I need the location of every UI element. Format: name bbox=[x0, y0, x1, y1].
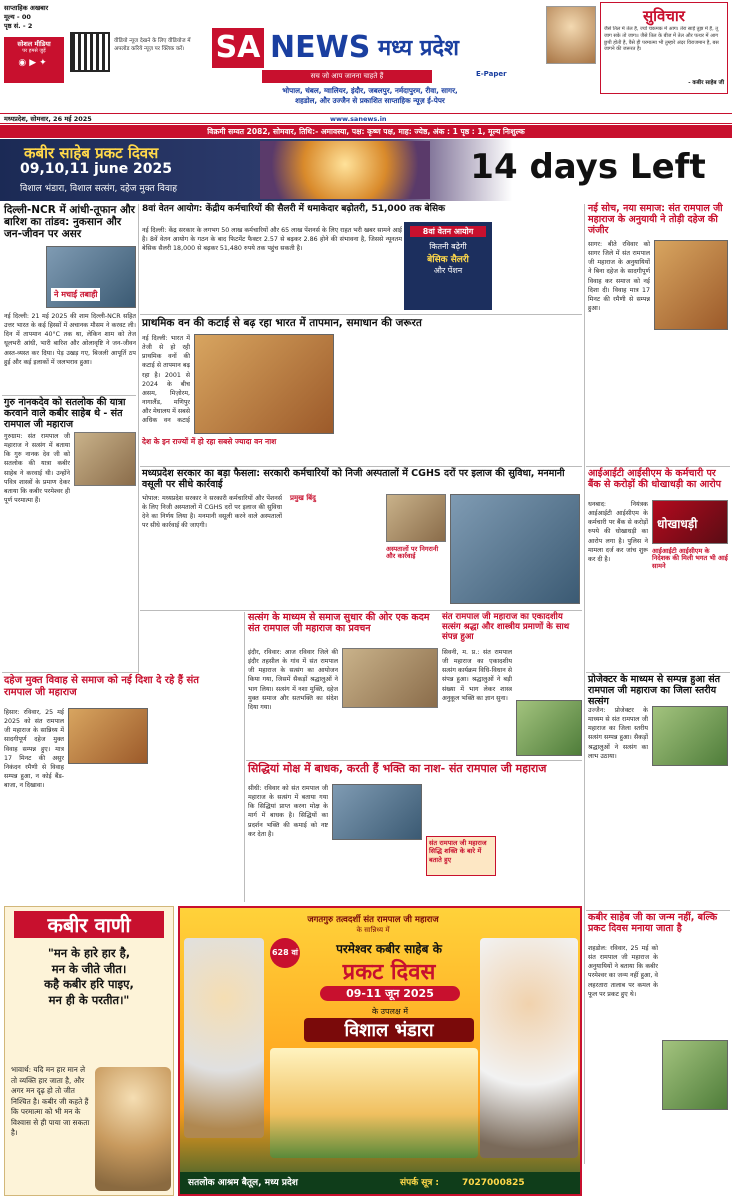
ad-footer bbox=[180, 1172, 580, 1194]
kabir-illustration bbox=[95, 1067, 171, 1191]
kabir-birth-photo bbox=[662, 1040, 728, 1110]
event-dates: 09,10,11 june 2025 bbox=[20, 161, 173, 177]
guru-photo bbox=[74, 432, 136, 486]
ekadashi-photo bbox=[516, 700, 582, 756]
cghs-photo bbox=[386, 494, 446, 542]
website-link[interactable]: www.sanews.in bbox=[330, 115, 387, 123]
wedding-body: सागर: बीते रविवार को सागर जिले में संत रामपाल जी महाराज के अनुयायियों ने बिना दहेज के सादगीपूर्ण विवाह कर समाज को नई दिशा दी। विवाह मात्र 17 मिनट की रमैणी से सम्पन्न हुआ। bbox=[588, 241, 650, 312]
ad-saint-right bbox=[480, 938, 578, 1158]
satsang-photo bbox=[342, 648, 438, 708]
event-subtitle: विशाल भंडारा, विशाल सत्संग, दहेज मुक्त विवाह bbox=[20, 184, 177, 194]
tagline: सच जो आप जानना चाहते हैं bbox=[262, 70, 432, 83]
couplet-line: मन के जीते जीत। bbox=[51, 961, 127, 976]
ad-badge: 628 वां bbox=[270, 938, 300, 968]
calendar-line: विक्रमी सम्वत 2082, सोमवार, तिथि:- अमावस्या, पक्ष: कृष्ण पक्ष, माह: ज्येष्ठ, अंक : 1 पृष्ठ : 1, मूल्य निःशुल्क bbox=[0, 125, 732, 138]
forest-photo bbox=[194, 334, 334, 434]
event-banner bbox=[0, 139, 732, 201]
kabir-vani-meaning: भावार्थ: यदि मन हार मान ले तो व्यक्ति हार जाता है, और अगर मन दृढ़ हो तो जीत निश्चित है। कबीर जी कहते हैं कि परमात्मा को भी मन के विश्वास से ही पाया जा सकता है। bbox=[11, 1065, 90, 1138]
facebook-icon[interactable]: ◉ bbox=[18, 58, 30, 68]
wedding-photo bbox=[654, 240, 728, 330]
ad-venue: सतलोक आश्रम बैतूल, मध्य प्रदेश bbox=[188, 1178, 298, 1188]
kabir-birth-body: शहडोल: रविवार, 25 मई को संत रामपाल जी महाराज के अनुयायियों ने बताया कि कबीर परमेश्वर का जन्म नहीं हुआ, वे लहरतारा तालाब पर कमल के फूल पर प्रकट हुए थे। bbox=[588, 945, 658, 998]
kabir-vani-box bbox=[4, 906, 174, 1196]
projector-body: उज्जैन: प्रोजेक्टर के माध्यम से संत रामपाल जी महाराज का जिला स्तरीय सत्संग सम्पन्न हुआ। सैकड़ों श्रद्धालुओं ने सत्संग का लाभ उठाया। bbox=[588, 707, 648, 760]
dowry-headline: दहेज मुक्त विवाह से समाज को नई दिशा दे रहे हैं संत रामपाल जी महाराज bbox=[4, 675, 199, 698]
ad-title2: प्रकट दिवस bbox=[342, 960, 436, 985]
bank-headline: आईआईटी आईसीएम के कर्मचारी पर बैंक से करोड़ों की धोखाधड़ी का आरोप bbox=[588, 468, 722, 490]
suvichar-author: - कबीर साहेब जी bbox=[688, 80, 724, 86]
ekadashi-body: सिवनी, म. प्र.: संत रामपाल जी महाराज का एकादशीय सत्संग कार्यक्रम विधि-विधान से संपन्न हुआ। श्रद्धालुओं ने बड़ी संख्या में भाग लेकर शास्त्र अनुकूल भक्ति का ज्ञान सुना। bbox=[442, 649, 512, 702]
info-line: मूल्य - 00 bbox=[4, 12, 31, 21]
suvichar-box bbox=[600, 2, 728, 94]
dowry-body-2 bbox=[150, 708, 240, 904]
siddhi-body-2 bbox=[500, 784, 582, 904]
pay-box-line3: और पेंशन bbox=[433, 266, 463, 275]
siddhi-headline: सिद्धियां मोक्ष में बाधक, करती हैं भक्ति का नाश- संत रामपाल जी महाराज bbox=[248, 762, 547, 775]
social-sub: पर हमसे जुड़ें bbox=[22, 48, 46, 54]
epaper-label: E-Paper bbox=[476, 70, 507, 78]
kabir-vani-couplet bbox=[5, 946, 173, 1008]
projector-headline: प्रोजेक्टर के माध्यम से सम्पन्न हुआ संत रामपाल जी महाराज का जिला स्तरीय सत्संग bbox=[588, 674, 721, 707]
cghs-body-2 bbox=[290, 504, 380, 609]
cghs-sub1: प्रमुख बिंदु bbox=[290, 494, 316, 502]
logo-state: मध्य प्रदेश bbox=[378, 36, 460, 61]
bank-subheading: आईआईटी आईसीएम के निदेशक की मिली भगत भी आई सामने bbox=[652, 547, 728, 570]
dateline-bar bbox=[0, 113, 732, 124]
dowry-body: हिसार: रविवार, 25 मई 2025 को संत रामपाल जी महाराज के सान्निध्य में सादगीपूर्ण दहेज मुक्त विवाह सम्पन्न हुए। मात्र 17 मिनट की असुर निकंदन रमैणी से विवाह सम्पन्न हुआ, न कोई बैंड-बाजा, न दिखावा। bbox=[4, 709, 64, 789]
social-media-box[interactable] bbox=[4, 37, 64, 83]
pay-info-box bbox=[404, 222, 492, 310]
social-label: सोशल मीडिया bbox=[17, 40, 51, 48]
date-left: मध्यप्रदेश, सोमवार, 26 मई 2025 bbox=[4, 115, 92, 123]
ad-top: जगतगुरु तत्वदर्शी संत रामपाल जी महाराज bbox=[307, 915, 439, 925]
pay-body: नई दिल्ली: केंद्र सरकार के लगभग 50 लाख कर्मचारियों और 65 लाख पेंशनर्स के लिए राहत भरी खबर सामने आई है। 8वें वेतन आयोग के गठन के बाद फिटमेंट फैक्टर 2.57 से बढ़कर 2.86 होने की संभावना है, जिससे न्यूनतम बेसिक सैलरी 18,000 से बढ़कर 51,480 रुपये तक पहुंच सकती है। bbox=[142, 227, 402, 253]
storm-headline: दिल्ली-NCR में आंधी-तूफान और बारिश का तांडव: नुकसान और जन-जीवन पर असर bbox=[4, 204, 135, 241]
ad-contact-number[interactable]: 7027000825 bbox=[462, 1178, 525, 1188]
pay-body-2 bbox=[494, 222, 582, 312]
couplet-line: मन ही के परतीत।" bbox=[48, 992, 130, 1007]
siddhi-box-text: संत रामपाल जी महाराज सिद्धि शक्ति के बारे में बताते हुए bbox=[429, 839, 487, 864]
ad-sub: के सान्निध्य में bbox=[356, 926, 390, 934]
youtube-icon[interactable]: ▶ bbox=[29, 58, 40, 68]
ad-saint-left bbox=[184, 938, 264, 1138]
qr-code-icon[interactable] bbox=[70, 32, 110, 72]
suvichar-text: जैसे तिल में तेल है, ज्यों चकमक में आग। तेरा साईं तुझ में है, तू जाग सके तो जाग॥ जैसे तिल के बीज में तेल और पत्थर में आग छुपी होती है, वैसे ही परमात्मा भी तुम्हारे अंदर विराजमान है, बस जागने की जरूरत है। bbox=[604, 26, 719, 53]
forest-body-3 bbox=[410, 334, 490, 464]
projector-photo bbox=[652, 706, 728, 766]
projector-body-2 bbox=[652, 770, 728, 866]
info-line: साप्ताहिक अखबार bbox=[4, 4, 49, 12]
logo bbox=[212, 28, 522, 68]
cities-line-1: भोपाल, चंबल, ग्वालियर, इंदौर, जबलपुर, नर्मदापुरम, रीवा, सागर, bbox=[282, 86, 458, 95]
twitter-icon[interactable]: ✦ bbox=[39, 58, 50, 68]
pay-headline: 8वां वेतन आयोग: केंद्रीय कर्मचारियों की सैलरी में धमाकेदार बढ़ोतरी, 51,000 तक बेसिक bbox=[142, 204, 445, 214]
countdown: 14 days Left bbox=[470, 147, 706, 187]
suvichar-photo bbox=[546, 6, 596, 64]
logo-news: NEWS bbox=[270, 30, 371, 65]
ekadashi-headline: संत रामपाल जी महाराज का एकादशीय सत्संग श्रद्धा और शास्त्रीय प्रमाणों के साथ संपन्न हुआ bbox=[442, 612, 570, 642]
masthead bbox=[0, 0, 732, 88]
wedding-body-2 bbox=[654, 334, 728, 464]
guru-body: गुरुग्राम: संत रामपाल जी महाराज ने सत्संग में बताया कि गुरु नानक देव जी को सतलोक की यात्रा कबीर साहेब ने करवाई थी। उन्होंने पवित्र शास्त्रों के प्रमाण देकर बताया कि कबीर परमेश्वर ही पूर्ण परमात्मा हैं। bbox=[4, 433, 70, 504]
ad-banner[interactable] bbox=[178, 906, 582, 1196]
event-title: कबीर साहेब प्रकट दिवस bbox=[24, 144, 159, 162]
cities-line-2: शहडोल, और उज्जैन से प्रकाशित साप्ताहिक न्यूज़ ई-पेपर bbox=[295, 95, 445, 105]
pay-box-line1: कितनी बढ़ेगी bbox=[429, 242, 467, 251]
siddhi-body: सीधी: रविवार को संत रामपाल जी महाराज के सत्संग में बताया गया कि सिद्धियां प्राप्त करना मोक्ष के मार्ग में बाधक है। सिद्धियों का प्रदर्शन भक्ति की कमाई को नष्ट कर देता है। bbox=[248, 785, 328, 838]
masthead-left-info bbox=[4, 4, 74, 30]
qr-caption: वीडियो न्यूज देखने के लिए वीडियोज में अपलोड करिये न्यूज़ पर क्लिक करें। bbox=[114, 38, 191, 52]
forest-body: नई दिल्ली: भारत में तेजी से हो रही प्राथमिक वनों की कटाई से तापमान बढ़ रहा है। 2001 से 2024 के बीच असम, मिज़ोरम, नागालैंड, मणिपुर और मेघालय में सबसे अधिक वन कटाई bbox=[142, 335, 190, 424]
cghs-sub2: अस्पतालों पर निगरानी और कार्रवाई bbox=[386, 545, 439, 561]
siddhi-highlight-box bbox=[426, 836, 496, 876]
event-image bbox=[260, 141, 430, 199]
cghs-body: भोपाल: मध्यप्रदेश सरकार ने सरकारी कर्मचारियों और पेंशनर्स के लिए निजी अस्पतालों में CGHS दरों पर इलाज की सुविधा देने का निर्णय लिया है। मनमानी वसूली करने वाले अस्पतालों पर सीधे कार्रवाई की जाएगी। bbox=[142, 495, 282, 530]
bank-body: धनबाद: नियंत्रक आईआईटी आईसीएम के कर्मचारी पर बैंक से करोड़ों रुपये की धोखाधड़ी का आरोप लगा है। पुलिस ने मामला दर्ज कर जांच शुरू कर दी है। bbox=[588, 501, 648, 563]
wedding-headline: नई सोच, नया समाज: संत रामपाल जी महाराज के अनुयायी ने तोड़ी दहेज की जंजीर bbox=[588, 203, 723, 236]
ad-contact-label: संपर्क सूत्र : bbox=[400, 1178, 440, 1188]
pay-box-line2: बेसिक सैलरी bbox=[427, 255, 469, 265]
pay-box-title: 8वां वेतन आयोग bbox=[410, 226, 486, 237]
cghs-photo-2 bbox=[450, 494, 580, 604]
bank-photo bbox=[652, 500, 728, 544]
ad-title1: परमेश्वर कबीर साहेब के bbox=[336, 942, 442, 956]
ad-occasion: के उपलक्ष में bbox=[371, 1007, 409, 1016]
satsang-body: इंदौर, रविवार: आज रविवार जिले की इंदौर तहसील के गांव में संत रामपाल जी महाराज के सत्संग का आयोजन किया गया, जिसमें सैकड़ों श्रद्धालुओं ने भाग लिया। सत्संग में नशा मुक्ति, दहेज मुक्त समाज और सतभक्ति का संदेश दिया गया। bbox=[248, 649, 338, 711]
bank-photo-text: धोखाधड़ी bbox=[657, 517, 698, 531]
siddhi-photo bbox=[332, 784, 422, 840]
forest-headline: प्राथमिक वन की कटाई से बढ़ रहा भारत में तापमान, समाधान की जरूरत bbox=[142, 317, 422, 329]
storm-photo bbox=[46, 246, 136, 308]
cghs-headline: मध्यप्रदेश सरकार का बड़ा फैसला: सरकारी कर्मचारियों को निजी अस्पतालों में CGHS दरों पर इलाज की सुविधा, मनमानी वसूली पर सीधे कार्रवाई bbox=[142, 468, 565, 490]
social-icons bbox=[4, 58, 64, 68]
forest-body-2 bbox=[336, 334, 406, 464]
guru-headline: गुरु नानकदेव को सतलोक की यात्रा करवाने वाले कबीर साहेब थे - संत रामपाल जी महाराज bbox=[4, 397, 126, 430]
couplet-line: "मन के हारे हार है, bbox=[47, 946, 131, 960]
satsang-headline: सत्संग के माध्यम से समाज सुधार की ओर एक कदम संत रामपाल जी महाराज का प्रवचन bbox=[248, 612, 430, 634]
cities-line bbox=[200, 86, 540, 105]
storm-photo-caption: ने मचाई तबाही bbox=[51, 288, 100, 301]
bank-body-2 bbox=[652, 570, 728, 670]
logo-sa: SA bbox=[212, 28, 264, 68]
ad-bhandara: विशाल भंडारा bbox=[304, 1018, 474, 1042]
kabir-vani-title: कबीर वाणी bbox=[14, 911, 164, 938]
info-line: पृष्ठ सं. - 2 bbox=[4, 21, 33, 30]
forest-subheading: देश के इन राज्यों में हो रहा सबसे ज्यादा वन नाश bbox=[142, 437, 277, 446]
couplet-line: कहै कबीर हरि पाइए, bbox=[44, 977, 134, 992]
ad-temple-image bbox=[270, 1048, 478, 1158]
dowry-photo bbox=[68, 708, 148, 764]
suvichar-title: सुविचार bbox=[643, 7, 685, 25]
kabir-birth-headline: कबीर साहेब जी का जन्म नहीं, बल्कि प्रकट दिवस मनाया जाता है bbox=[588, 912, 718, 934]
ad-dates: 09-11 जून 2025 bbox=[320, 986, 460, 1001]
storm-body: नई दिल्ली: 21 मई 2025 की शाम दिल्ली-NCR सहित उत्तर भारत के कई हिस्सों में अचानक मौसम ने करवट ली। दिन में तापमान 40°C तक था, लेकिन शाम को तेज धूलभरी आंधी, भारी बारिश और ओलावृष्टि ने जन-जीवन अस्त-व्यस्त कर दिया। पेड़ उखड़ गए, बिजली आपूर्ति ठप हुई और कई इलाकों में जलभराव हुआ। bbox=[4, 313, 136, 366]
